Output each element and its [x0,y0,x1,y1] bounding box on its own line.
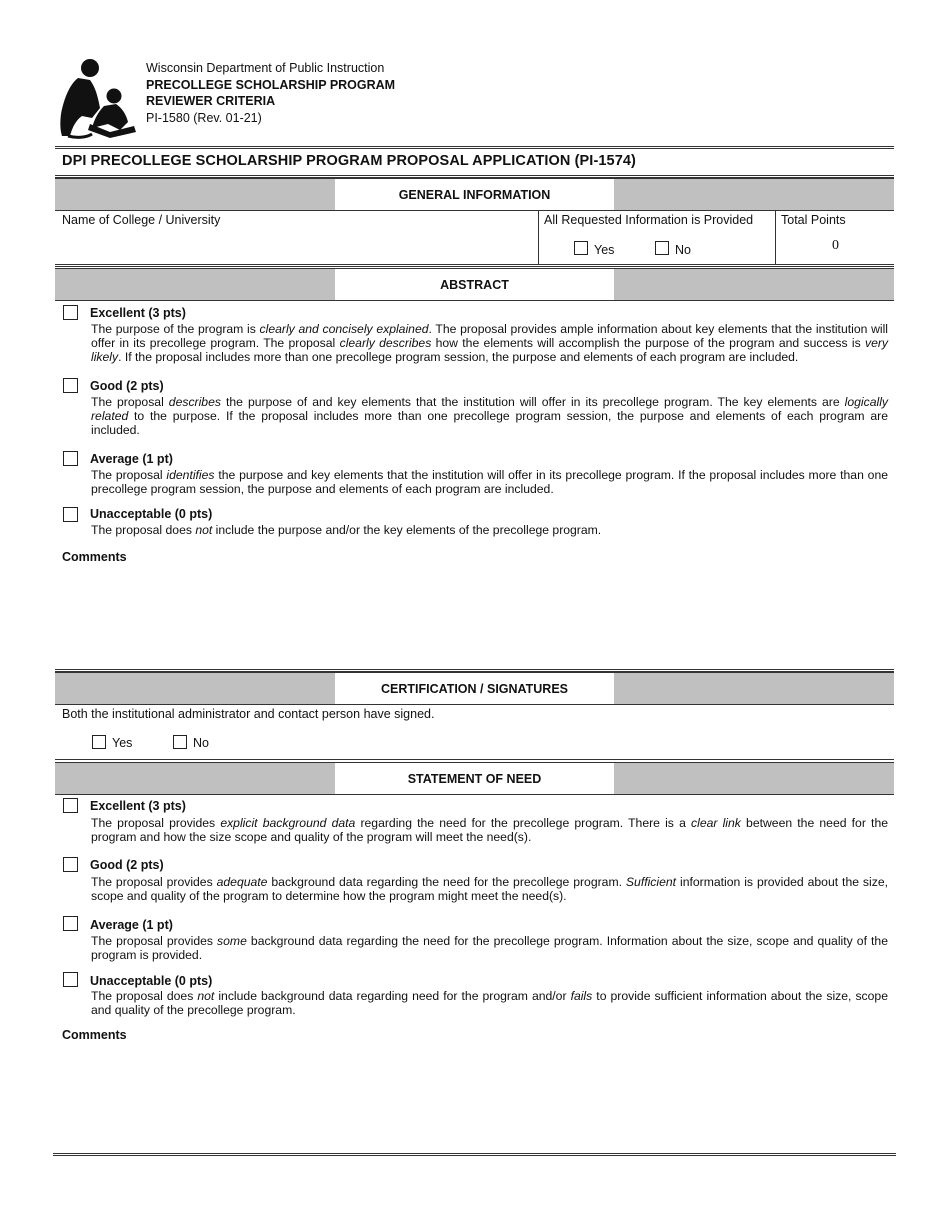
title-top-rule [55,146,894,149]
requested-info-no-checkbox[interactable] [655,241,669,255]
reading-adult-child-logo-icon [58,58,140,140]
certification-statement: Both the institutional administrator and contact person have signed. [62,707,435,721]
abstract-comments-field[interactable] [62,568,888,664]
abstract-good-label: Good (2 pts) [90,379,164,393]
need-average-label: Average (1 pt) [90,918,173,932]
total-points-label: Total Points [781,213,846,227]
abstract-comments-label: Comments [62,550,127,564]
abstract-average-description: The proposal identifies the purpose and key elements that the institution will offer in its precollege program. If the proposal includes more than one precollege program session, the purpose and elements of each program are included. [91,468,889,496]
program-name: PRECOLLEGE SCHOLARSHIP PROGRAM [146,77,396,92]
abstract-top-rule [55,264,894,267]
total-points-value[interactable]: 0 [832,238,839,253]
certification-no-checkbox[interactable] [173,735,187,749]
abstract-section-title: ABSTRACT [335,269,614,300]
need-average-description: The proposal provides some background data regarding the need for the precollege program. Information about the size, scope and quality of the program is provided. [91,934,888,962]
abstract-average-checkbox[interactable] [63,451,78,466]
footer-rule [53,1153,896,1156]
abstract-average-label: Average (1 pt) [90,452,173,466]
need-good-checkbox[interactable] [63,857,78,872]
college-name-field[interactable] [62,230,532,260]
abstract-good-description: The proposal describes the purpose of and key elements that the institution will offer in its precollege program. The key elements are logically related to the purpose. If the proposal includes more than one precollege program session, the purpose and elements of each program are included. [91,395,888,437]
need-good-label: Good (2 pts) [90,858,164,872]
certification-yes-label: Yes [112,736,133,750]
agency-block [146,60,395,126]
abstract-unacceptable-checkbox[interactable] [63,507,78,522]
certification-section-bar [55,672,894,705]
column-divider [538,210,539,265]
certification-section-title: CERTIFICATION / SIGNATURES [335,673,614,704]
need-average-checkbox[interactable] [63,916,78,931]
need-section-title: STATEMENT OF NEED [335,763,614,794]
abstract-excellent-description: The purpose of the program is clearly and concisely explained. The proposal provides ample information about key elements that the institution will offer in its precollege program. The proposal clearly describes how the elements will accomplish the purpose of the program and success is very likely. If the proposal includes more than one precollege program session, the purpose and elements of each program are included. [91,322,889,364]
document-title: DPI PRECOLLEGE SCHOLARSHIP PROGRAM PROPOSAL APPLICATION (PI-1574) [62,153,636,169]
certification-no-label: No [193,736,209,750]
abstract-excellent-checkbox[interactable] [63,305,78,320]
abstract-excellent-label: Excellent (3 pts) [90,306,186,320]
need-excellent-checkbox[interactable] [63,798,78,813]
abstract-section-bar [55,268,894,301]
general-info-section-bar [55,178,894,211]
requested-info-no-label: No [675,243,691,257]
form-number: PI-1580 (Rev. 01-21) [146,110,262,125]
need-comments-label: Comments [62,1028,127,1042]
form-title: REVIEWER CRITERIA [146,94,276,108]
need-unacceptable-description: The proposal does not include background data regarding need for the program and/or fails to provide sufficient information about the size, scope and quality of the precollege program. [91,989,888,1017]
requested-info-label: All Requested Information is Provided [544,213,754,227]
need-top-rule [55,759,894,760]
abstract-unacceptable-description: The proposal does not include the purpose and/or the key elements of the precollege program. [91,523,602,537]
need-comments-field[interactable] [62,1046,888,1146]
need-unacceptable-checkbox[interactable] [63,972,78,987]
requested-info-yes-checkbox[interactable] [574,241,588,255]
need-good-description: The proposal provides adequate background data regarding the need for the precollege program. Sufficient information is provided about the size, scope and quality of the program to determine how the program might meet the need(s). [91,875,888,903]
college-label: Name of College / University [62,213,221,227]
need-unacceptable-label: Unacceptable (0 pts) [90,974,213,988]
general-info-section-title: GENERAL INFORMATION [335,179,614,210]
agency-name: Wisconsin Department of Public Instruction [146,61,385,75]
column-divider [775,210,776,265]
abstract-good-checkbox[interactable] [63,378,78,393]
certification-yes-checkbox[interactable] [92,735,106,749]
need-excellent-label: Excellent (3 pts) [90,799,186,813]
need-excellent-description: The proposal provides explicit background data regarding the need for the precollege program. There is a clear link between the need for the program and how the size scope and quality of the program will meet the need(s). [91,816,888,844]
need-section-bar [55,762,894,795]
requested-info-yes-label: Yes [594,243,615,257]
abstract-unacceptable-label: Unacceptable (0 pts) [90,507,213,521]
